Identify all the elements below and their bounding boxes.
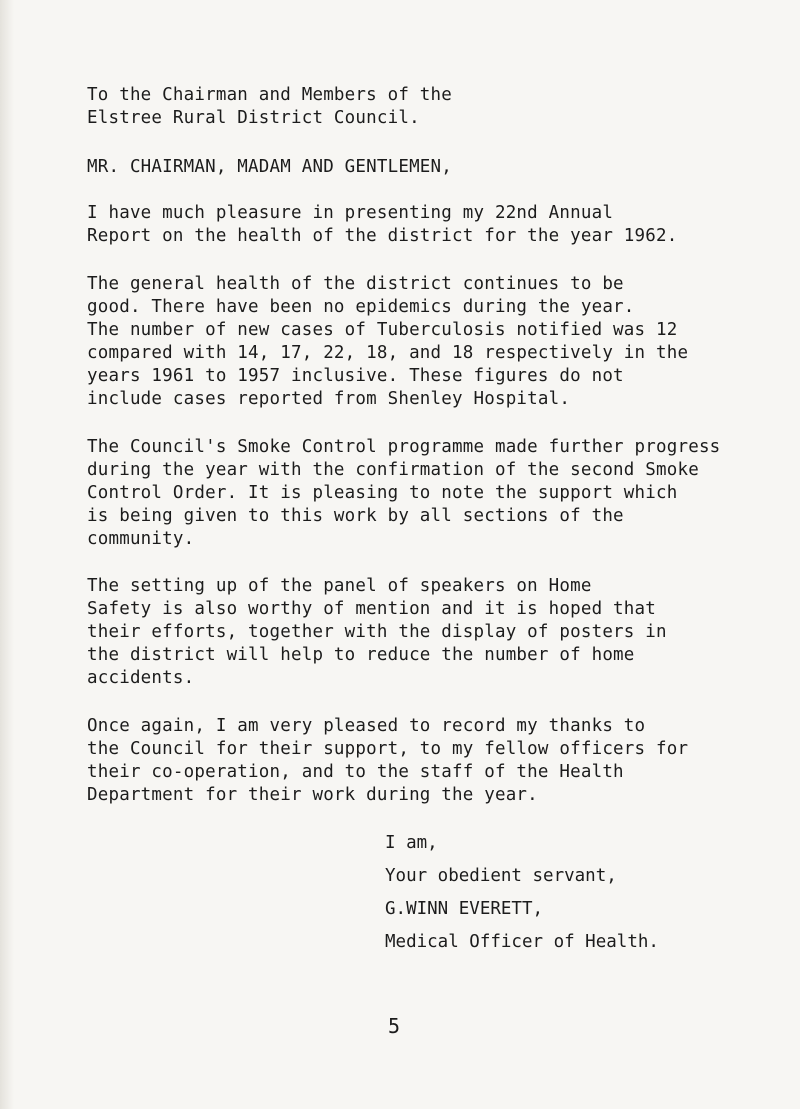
page-number: 5 — [388, 1014, 401, 1038]
paragraph-line: accidents. — [87, 668, 195, 688]
paragraph-line: Once again, I am very pleased to record my thanks to — [87, 716, 646, 736]
paragraph-line: include cases reported from Shenley Hospital. — [87, 389, 571, 409]
paragraph-line: Report on the health of the district for the year 1962. — [87, 226, 678, 246]
paragraph-line: years 1961 to 1957 inclusive. These figures do not — [87, 366, 624, 386]
paragraph-line: The setting up of the panel of speakers on Home — [87, 576, 592, 596]
paragraph-line: their co-operation, and to the staff of the Health — [87, 762, 624, 782]
page-edge-shadow — [0, 0, 14, 1109]
paragraph-line: good. There have been no epidemics during the year. — [87, 297, 635, 317]
paragraph-line: their efforts, together with the display of posters in — [87, 622, 667, 642]
greeting: MR. CHAIRMAN, MADAM AND GENTLEMEN, — [87, 157, 453, 177]
closing-i-am: I am, — [385, 833, 438, 853]
paragraph-line: the district will help to reduce the number of home — [87, 645, 635, 665]
paragraph-line: I have much pleasure in presenting my 22nd Annual — [87, 203, 614, 223]
paragraph-line: during the year with the confirmation of the second Smoke — [87, 460, 699, 480]
paragraph-line: The general health of the district continues to be — [87, 274, 624, 294]
paragraph-line: Department for their work during the year. — [87, 785, 538, 805]
paragraph-line: the Council for their support, to my fellow officers for — [87, 739, 689, 759]
signatory-title: Medical Officer of Health. — [385, 932, 659, 952]
paragraph-line: The number of new cases of Tuberculosis notified was 12 — [87, 320, 678, 340]
signatory-name: G.WINN EVERETT, — [385, 899, 544, 919]
paragraph-line: is being given to this work by all sections of the — [87, 506, 624, 526]
closing-servant: Your obedient servant, — [385, 866, 617, 886]
paragraph-line: community. — [87, 529, 195, 549]
paragraph-line: The Council's Smoke Control programme made further progress — [87, 437, 721, 457]
addressee-line-1: To the Chairman and Members of the — [87, 85, 453, 105]
paragraph-line: Safety is also worthy of mention and it is hoped that — [87, 599, 657, 619]
paragraph-line: Control Order. It is pleasing to note the support which — [87, 483, 678, 503]
paragraph-line: compared with 14, 17, 22, 18, and 18 respectively in the — [87, 343, 689, 363]
addressee-line-2: Elstree Rural District Council. — [87, 108, 420, 128]
